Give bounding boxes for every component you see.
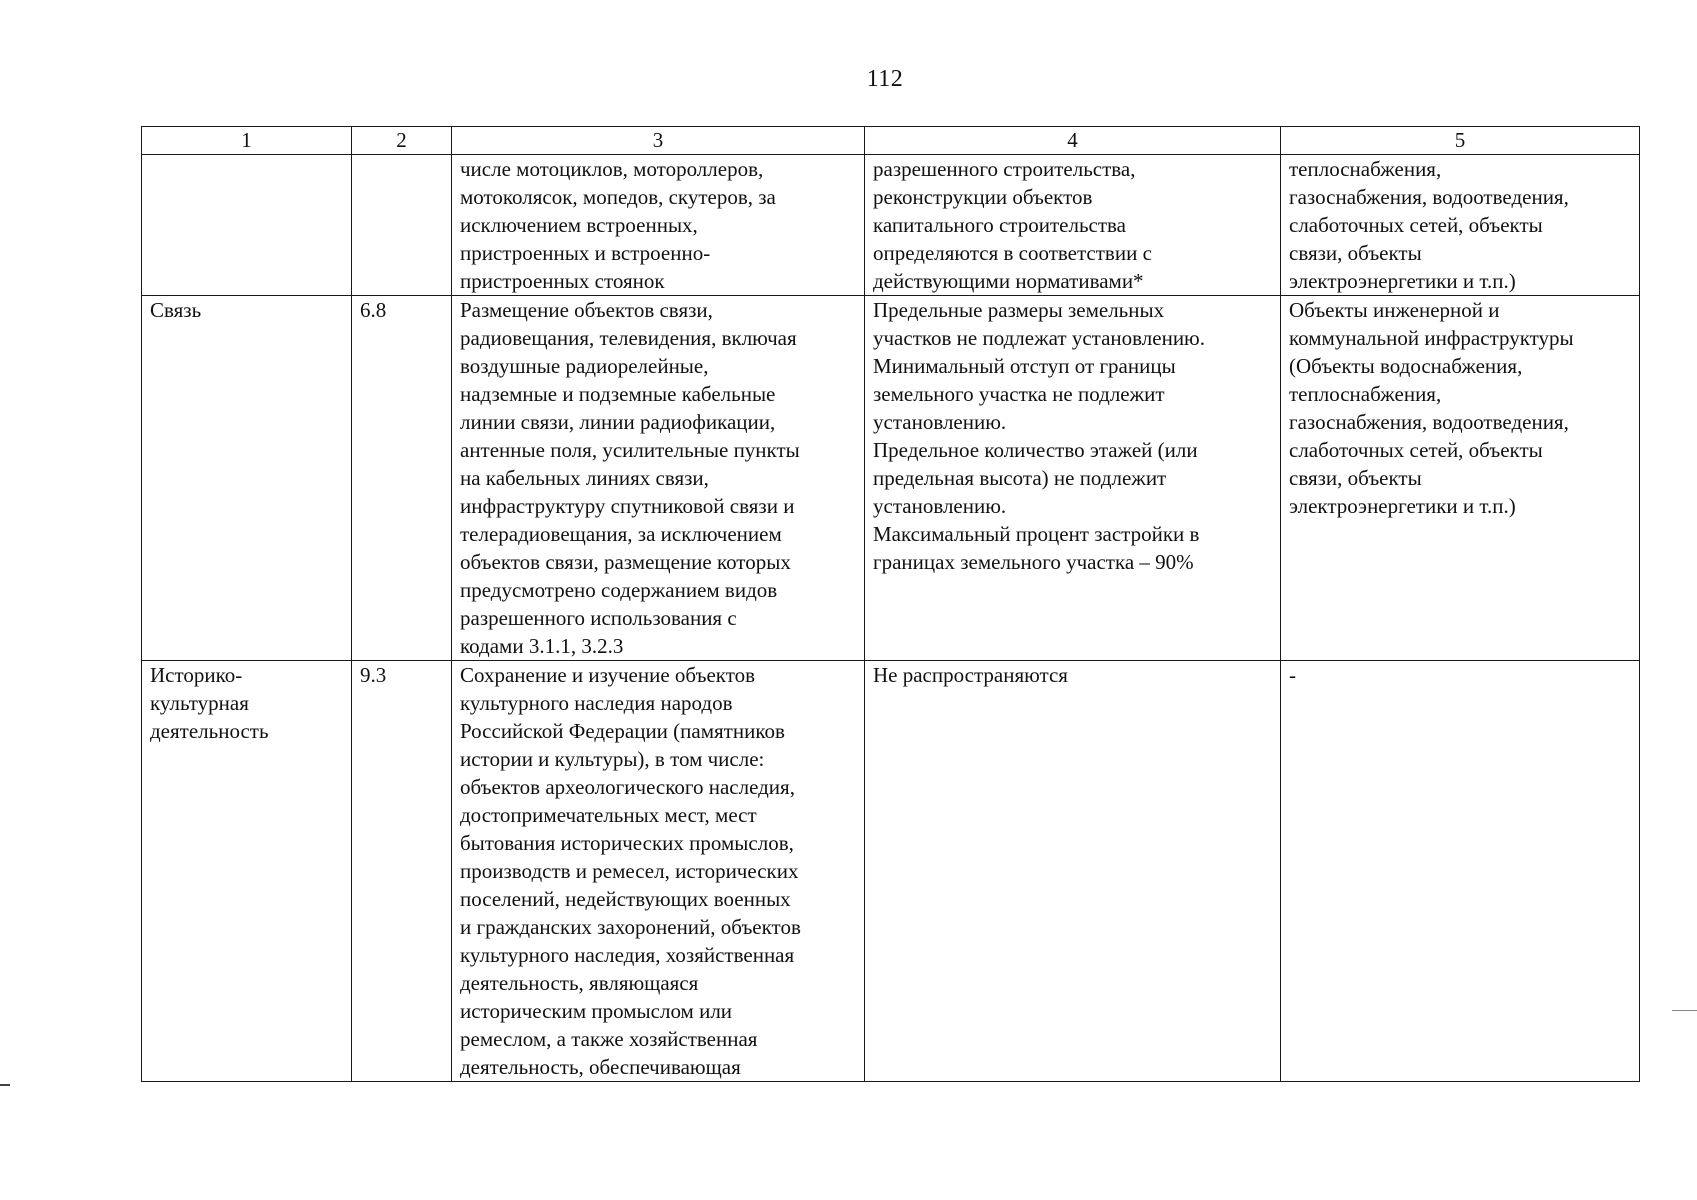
use-code-cell (352, 155, 452, 296)
use-code-cell: 9.3 (352, 661, 452, 1082)
use-description-cell: Размещение объектов связи, радиовещания, телевидения, включая воздушные радиорелейные, надземные и подземные кабельные линии связи, линии радиофикации, антенные поля, усилительные пункты на кабельных линиях связи, инфраструктуру спутниковой связи и телерадиовещания, за исключением объектов связи, размещение которых предусмотрено содержанием видов разрешенного использования с кодами 3.1.1, 3.2.3 (452, 296, 865, 661)
use-name-cell: Историко- культурная деятельность (142, 661, 352, 1082)
table-row (142, 296, 1640, 661)
use-description-cell: Сохранение и изучение объектов культурного наследия народов Российской Федерации (памятников истории и культуры), в том числе: объектов археологического наследия, достопримечательных мест, мест бытования исторических промыслов, производств и ремесел, исторических поселений, недействующих военных и гражданских захоронений, объектов культурного наследия, хозяйственная деятельность, являющаяся историческим промыслом или ремеслом, а также хозяйственная деятельность, обеспечивающая (452, 661, 865, 1082)
table-header-row (142, 127, 1640, 155)
limit-parameters-cell: разрешенного строительства, реконструкции объектов капитального строительства определяются в соответствии с действующими нормативами* (865, 155, 1281, 296)
column-header: 2 (352, 127, 452, 155)
limit-parameters-cell: Не распространяются (865, 661, 1281, 1082)
scan-margin-mark (0, 1084, 10, 1086)
use-name-cell (142, 155, 352, 296)
limit-parameters-cell: Предельные размеры земельных участков не подлежат установлению. Минимальный отступ от границы земельного участка не подлежит установлению. Предельное количество этажей (или предельная высота) не подлежит установлению. Максимальный процент застройки в границах земельного участка – 90% (865, 296, 1281, 661)
column-header: 4 (865, 127, 1281, 155)
use-name-cell: Связь (142, 296, 352, 661)
table-row (142, 155, 1640, 296)
land-use-table (141, 126, 1640, 1082)
column-header: 1 (142, 127, 352, 155)
page-number: 112 (866, 66, 904, 92)
use-description-cell: числе мотоциклов, мотороллеров, мотоколясок, мопедов, скутеров, за исключением встроенных, пристроенных и встроенно- пристроенных стоянок (452, 155, 865, 296)
infrastructure-cell: - (1281, 661, 1640, 1082)
use-code-cell: 6.8 (352, 296, 452, 661)
column-header: 5 (1281, 127, 1640, 155)
infrastructure-cell: Объекты инженерной и коммунальной инфраструктуры (Объекты водоснабжения, теплоснабжения, газоснабжения, водоотведения, слаботочных сетей, объекты связи, объекты электроэнергетики и т.п.) (1281, 296, 1640, 661)
scan-margin-mark (1672, 1010, 1697, 1011)
infrastructure-cell: теплоснабжения, газоснабжения, водоотведения, слаботочных сетей, объекты связи, объекты электроэнергетики и т.п.) (1281, 155, 1640, 296)
column-header: 3 (452, 127, 865, 155)
table-row (142, 661, 1640, 1082)
